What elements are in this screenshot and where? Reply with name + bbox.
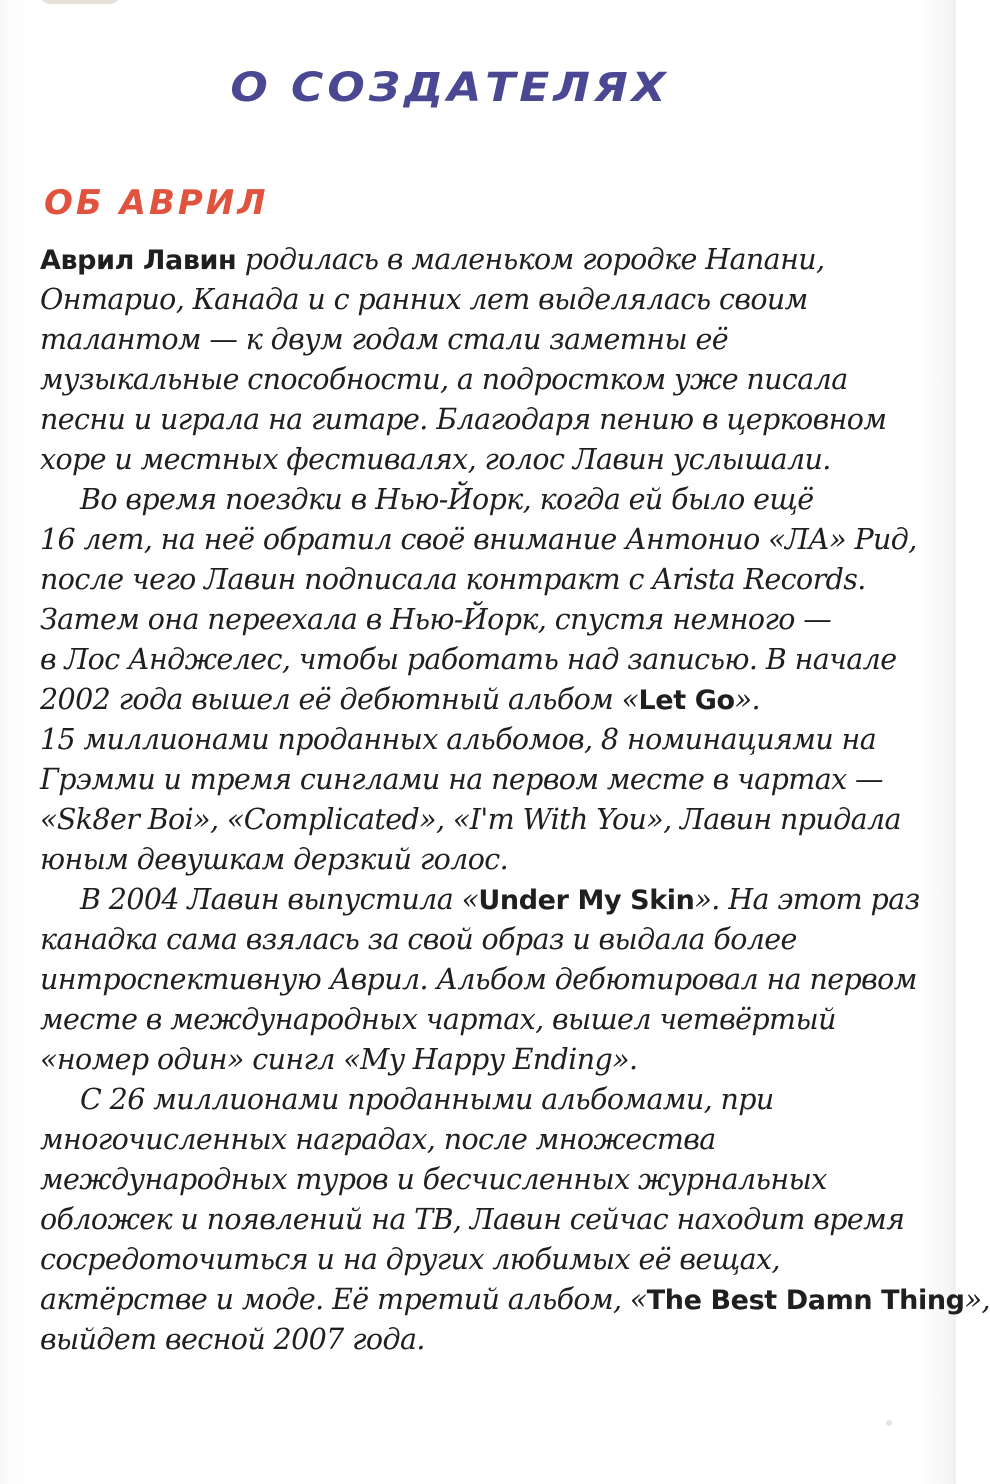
text-segment: месте в международных чартах, вышел четвёртый: [40, 1003, 836, 1036]
text-segment: »,: [964, 1283, 990, 1316]
text-line: [40, 400, 910, 440]
text-line: [40, 360, 910, 400]
text-segment: хоре и местных фестивалях, голос Лавин услышали.: [40, 443, 831, 476]
text-segment: В 2004 Лавин выпустила «: [80, 883, 479, 916]
text-segment: выйдет весной 2007 года.: [40, 1323, 425, 1356]
text-line: [40, 600, 910, 640]
body-text: [40, 240, 990, 1360]
text-line: [40, 1240, 910, 1280]
text-segment: 2002 года вышел её дебютный альбом «: [40, 683, 639, 716]
page-title: [0, 64, 900, 111]
text-segment: С 26 миллионами проданными альбомами, при: [80, 1083, 774, 1116]
bold-text: The Best Damn Thing: [646, 1285, 965, 1316]
text-line: [40, 800, 910, 840]
bold-text: Аврил Лавин: [40, 245, 237, 276]
text-segment: юным девушкам дерзкий голос.: [40, 843, 509, 876]
text-segment: ». На этот раз: [694, 883, 920, 916]
text-segment: музыкальные способности, а подростком уже писала: [40, 363, 848, 396]
text-segment: международных туров и бесчисленных журнальных: [40, 1163, 827, 1196]
text-segment: «номер один» сингл «My Happy Ending».: [40, 1043, 638, 1076]
text-segment: в Лос Анджелес, чтобы работать над записью. В начале: [40, 643, 897, 676]
text-line: [40, 760, 910, 800]
text-segment: многочисленных наградах, после множества: [40, 1123, 716, 1156]
text-segment: сосредоточиться и на других любимых её вещах,: [40, 1243, 780, 1276]
text-line: [40, 680, 910, 720]
text-line: [40, 720, 910, 760]
text-segment: после чего Лавин подписала контракт с Arista Records.: [40, 563, 866, 596]
text-segment: песни и играла на гитаре. Благодаря пению в церковном: [40, 403, 887, 436]
text-segment: обложек и появлений на ТВ, Лавин сейчас находит время: [40, 1203, 905, 1236]
text-line: [40, 920, 910, 960]
text-segment: актёрстве и моде. Её третий альбом, «: [40, 1283, 647, 1316]
bold-text: Under My Skin: [478, 885, 695, 916]
page-corner-mark: [40, 0, 120, 4]
text-segment: талантом — к двум годам стали заметны её: [40, 323, 728, 356]
text-line: [40, 240, 910, 280]
text-line: [40, 520, 917, 560]
text-line: [40, 320, 910, 360]
text-line: [40, 640, 910, 680]
page-title-text: О СОЗДАТЕЛЯХ: [230, 64, 670, 111]
text-line: [40, 1280, 990, 1320]
text-line: [40, 560, 910, 600]
text-line: [40, 960, 917, 1000]
text-line: [40, 1000, 910, 1040]
page-speck: [886, 1420, 892, 1426]
text-line: [40, 880, 920, 920]
text-line: [40, 1120, 910, 1160]
text-segment: Онтарио, Канада и с ранних лет выделялась своим: [40, 283, 808, 316]
text-line: [40, 1160, 910, 1200]
text-segment: 16 лет, на неё обратил своё внимание Антонио «ЛА» Рид,: [40, 523, 917, 556]
text-line: [40, 1200, 910, 1240]
text-segment: «Sk8er Boi», «Complicated», «I'm With You», Лавин придала: [40, 803, 901, 836]
section-title: ОБ АВРИЛ: [44, 183, 269, 223]
text-segment: Во время поездки в Нью-Йорк, когда ей было ещё: [80, 483, 814, 516]
text-line: [40, 1040, 910, 1080]
text-segment: родилась в маленьком городке Напани,: [236, 243, 825, 276]
text-segment: канадка сама взялась за свой образ и выдала более: [40, 923, 797, 956]
text-line: [40, 440, 910, 480]
text-segment: Грэмми и тремя синглами на первом месте в чартах —: [40, 763, 883, 796]
text-line: [40, 1080, 910, 1120]
text-line: [40, 480, 910, 520]
bold-text: Let Go: [638, 685, 735, 716]
text-segment: ».: [734, 683, 760, 716]
text-segment: 15 миллионами проданных альбомов, 8 номинациями на: [40, 723, 877, 756]
text-line: [40, 1320, 910, 1360]
text-line: [40, 280, 910, 320]
text-segment: Затем она переехала в Нью-Йорк, спустя немного —: [40, 603, 832, 636]
text-segment: интроспективную Аврил. Альбом дебютировал на первом: [40, 963, 917, 996]
text-line: [40, 840, 910, 880]
